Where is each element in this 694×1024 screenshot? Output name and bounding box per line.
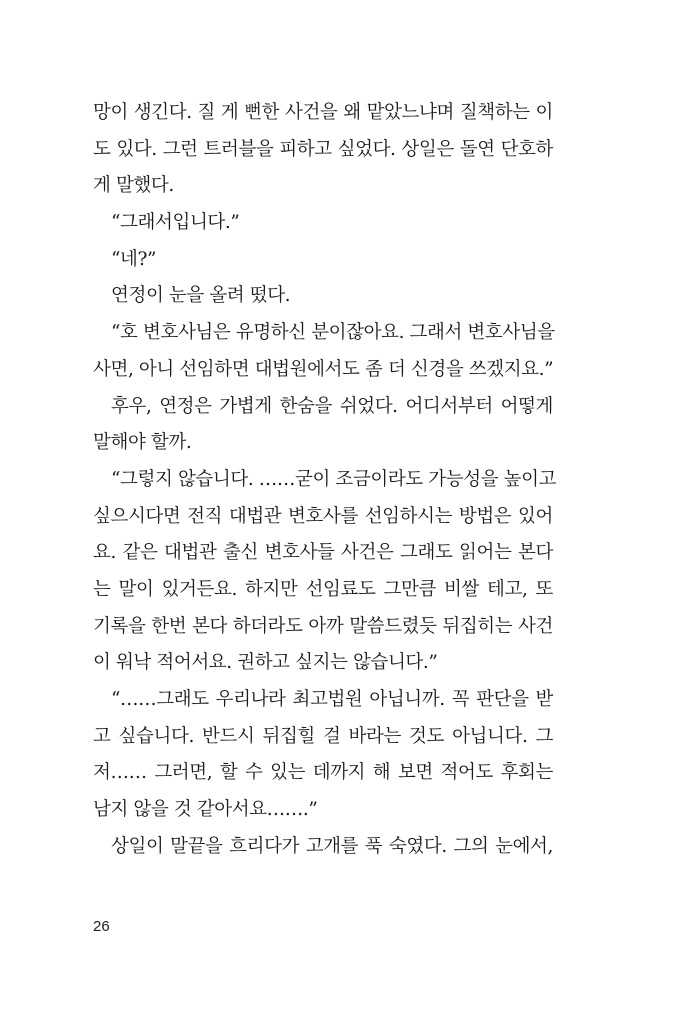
text-line: 싶으시다면 전직 대법관 변호사를 선임하시는 방법은 있어 <box>93 505 553 527</box>
text-line: 요. 같은 대법관 출신 변호사들 사건은 그래도 읽어는 본다 <box>93 542 553 564</box>
text-line: 게 말했다. <box>93 175 174 197</box>
page-number: 26 <box>93 918 110 935</box>
text-line: 도 있다. 그런 트러블을 피하고 싶었다. 상일은 돌연 단호하 <box>93 138 553 160</box>
text-line: 망이 생긴다. 질 게 뻔한 사건을 왜 맡았느냐며 질책하는 이 <box>93 102 553 123</box>
text-line: 말해야 할까. <box>93 432 192 454</box>
text-line: 고 싶습니다. 반드시 뒤집힐 걸 바라는 것도 아닙니다. 그 <box>93 725 553 747</box>
text-line: 저…… 그러면, 할 수 있는 데까지 해 보면 적어도 후회는 <box>93 762 553 784</box>
text-line: “그래서입니다.” <box>111 212 240 234</box>
text-line: 후우, 연정은 가볍게 한숨을 쉬었다. 어디서부터 어떻게 <box>111 395 553 417</box>
text-line: “네?” <box>111 248 157 270</box>
text-line: “그렇지 않습니다. ……굳이 조금이라도 가능성을 높이고 <box>111 468 557 490</box>
text-line: 사면, 아니 선임하면 대법원에서도 좀 더 신경을 쓰겠지요.” <box>93 358 554 380</box>
text-line: “호 변호사님은 유명하신 분이잖아요. 그래서 변호사님을 <box>111 322 555 344</box>
text-line: 기록을 한번 본다 하더라도 아까 말씀드렸듯 뒤집히는 사건 <box>93 615 553 637</box>
text-line: 남지 않을 것 같아서요…….” <box>93 799 318 821</box>
text-line: 이 워낙 적어서요. 권하고 싶지는 않습니다.” <box>93 652 438 674</box>
text-line: 상일이 말끝을 흐리다가 고개를 푹 숙였다. 그의 눈에서, <box>111 835 553 857</box>
text-line: “……그래도 우리나라 최고법원 아닙니까. 꼭 판단을 받 <box>111 689 553 710</box>
text-line: 연정이 눈을 올려 떴다. <box>111 285 291 307</box>
book-page-text <box>93 95 557 865</box>
text-line: 는 말이 있거든요. 하지만 선임료도 그만큼 비쌀 테고, 또 <box>93 578 553 600</box>
